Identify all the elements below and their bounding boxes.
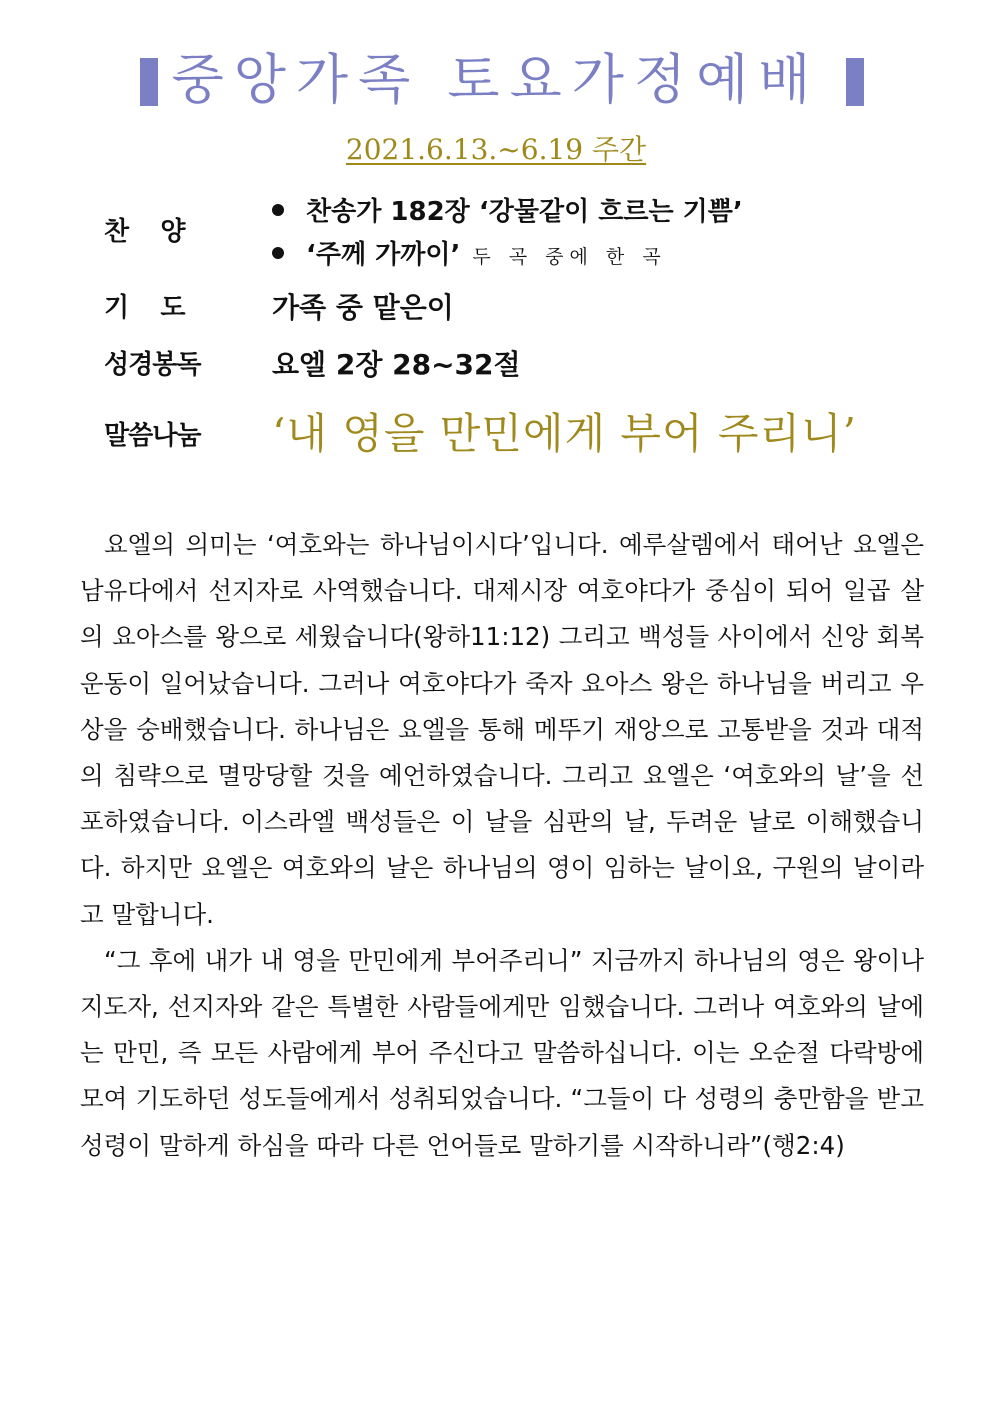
- bullet-icon: [272, 204, 284, 216]
- praise-item-2: [272, 237, 667, 275]
- prayer-label: 기 도: [104, 293, 185, 323]
- reading-value: 요엘 2장 28~32절: [272, 348, 521, 381]
- praise-item-1: [272, 194, 743, 230]
- reading-label: 성경봉독: [104, 350, 201, 380]
- prayer-value: 가족 중 맡은이: [272, 291, 454, 324]
- praise-item-2-text: ‘주께 가까이’: [306, 240, 461, 270]
- praise-item-1-text: 찬송가 182장 ‘강물같이 흐르는 기쁨’: [306, 197, 743, 227]
- week-range: [0, 130, 992, 170]
- sermon-title: ‘내 영을 만민에게 부어 주리니’: [272, 409, 857, 458]
- praise-item-2-note: 두 곡 중에 한 곡: [472, 246, 667, 268]
- body-paragraph-1: 요엘의 의미는 ‘여호와는 하나님이시다’입니다. 예루살렘에서 태어난 요엘은 남유다에서 선지자로 사역했습니다. 대제시장 여호야다가 중심이 되어 일곱 살의 요아스를 왕으로 세웠습니다(왕하11:12) 그리고 백성들 사이에서 신앙 회복 운동이 일어났습니다. 그러나 여호야다가 죽자 요아스 왕은 하나님을 버리고 우상을 숭배했습니다. 하나님은 요엘을 통해 메뚜기 재앙으로 고통받을 것과 대적의 침략으로 멸망당할 것을 예언하였습니다. 그리고 요엘은 ‘여호와의 날’을 선포하였습니다. 이스라엘 백성들은 이 날을 심판의 날, 두려운 날로 이해했습니다. 하지만 요엘은 여호와의 날은 하나님의 영이 임하는 날이요, 구원의 날이라고 말합니다.: [80, 530, 924, 929]
- body-paragraph-2: “그 후에 내가 내 영을 만민에게 부어주리니” 지금까지 하나님의 영은 왕이나 지도자, 선지자와 같은 특별한 사람들에게만 임했습니다. 그러나 여호와의 날에는 만민, 즉 모든 사람에게 부어 주신다고 말씀하십니다. 이는 오순절 다락방에 모여 기도하던 성도들에게서 성취되었습니다. “그들이 다 성령의 충만함을 받고 성령이 말하게 하심을 따라 다른 언어들로 말하기를 시작하니라”(행2:4): [80, 945, 924, 1160]
- title-row: [0, 40, 992, 120]
- bullet-icon: [272, 247, 284, 259]
- sermon-body: [80, 522, 924, 1169]
- title-bar-right: [846, 58, 864, 106]
- page-title: 중앙가족 토요가정예배: [171, 48, 821, 111]
- praise-label: 찬 양: [104, 217, 185, 247]
- week-range-text: 2021.6.13.~6.19 주간: [345, 133, 647, 166]
- sharing-label: 말씀나눔: [104, 421, 201, 451]
